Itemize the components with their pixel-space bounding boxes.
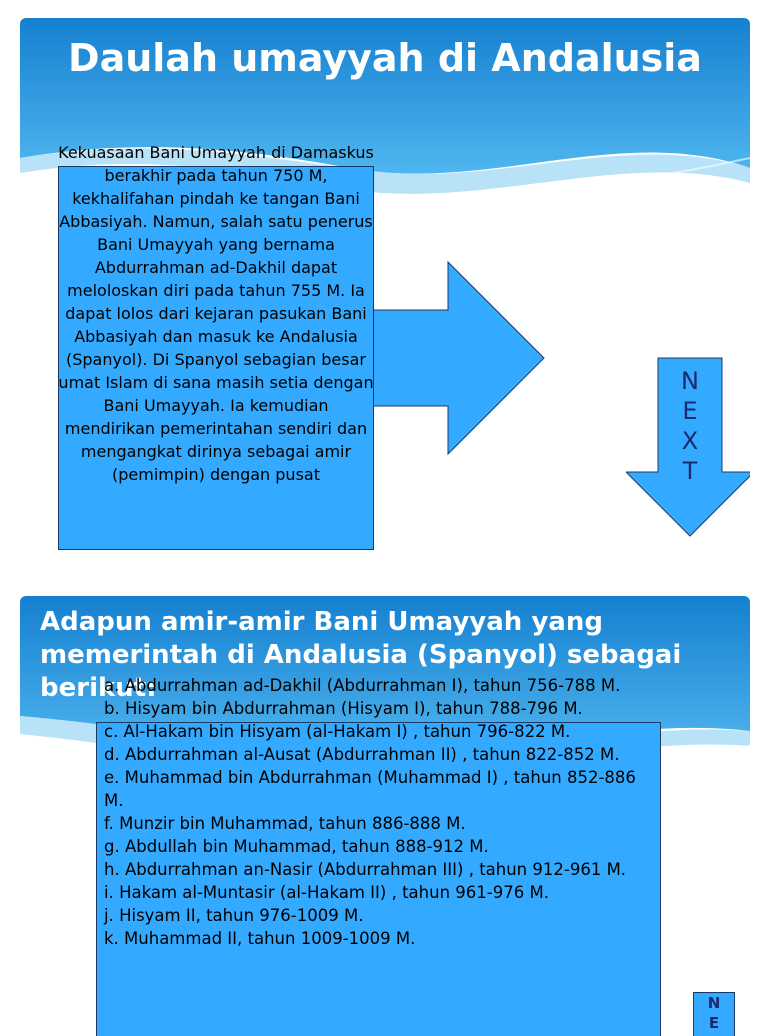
list-item: c. Al-Hakam bin Hisyam (al-Hakam I) , tahun 796-822 M. (104, 722, 571, 741)
next-letter: E (708, 1014, 720, 1032)
next-letter: N (681, 367, 699, 395)
list-item: i. Hakam al-Muntasir (al-Hakam II) , tahun 961-976 M. (104, 883, 549, 902)
next-letter: T (682, 457, 698, 485)
list-item: h. Abdurrahman an-Nasir (Abdurrahman III) , tahun 912-961 M. (104, 860, 627, 879)
list-item: f. Munzir bin Muhammad, tahun 886-888 M. (104, 814, 466, 833)
slide-body-text: Kekuasaan Bani Umayyah di Damaskus berakhir pada tahun 750 M, kekhalifahan pindah ke tangan Bani Abbasiyah. Namun, salah satu penerus Bani Umayyah yang bernama Abdurrahman ad-Dakhil dapat meloloskan diri pada tahun 755 M. Ia dapat lolos dari kejaran pasukan Bani Abbasiyah dan masuk ke Andalusia (Spanyol). Di Spanyol sebagian besar umat Islam di sana masih setia dengan Bani Umayyah. Ia kemudian mendirikan pemerintahan sendiri dan mengangkat dirinya sebagai amir (pemimpin) dengan pusat (58, 143, 374, 484)
amir-list (104, 674, 654, 950)
slide-2 (20, 596, 750, 1036)
next-letter: N (707, 994, 721, 1012)
slide-title: Adapun amir-amir Bani Umayyah yang memerintah di Andalusia (Spanyol) sebagai berikut: (40, 607, 682, 703)
next-label (670, 366, 710, 486)
list-item: g. Abdullah bin Muhammad, tahun 888-912 M. (104, 837, 489, 856)
next-letter: X (681, 427, 699, 455)
list-item: d. Abdurrahman al-Ausat (Abdurrahman II) , tahun 822-852 M. (104, 745, 620, 764)
next-letter: E (682, 397, 698, 425)
list-item: a. Abdurrahman ad-Dakhil (Abdurrahman I), tahun 756-788 M. (104, 676, 621, 695)
slide-title: Daulah umayyah di Andalusia (68, 36, 702, 80)
list-item: e. Muhammad bin Abdurrahman (Muhammad I) , tahun 852-886 M. (104, 768, 636, 810)
slide-1 (20, 18, 750, 583)
list-item: k. Muhammad II, tahun 1009-1009 M. (104, 929, 416, 948)
list-item: j. Hisyam II, tahun 976-1009 M. (104, 906, 364, 925)
next-button[interactable] (693, 992, 735, 1036)
arrow-right-icon (370, 260, 546, 456)
list-item: b. Hisyam bin Abdurrahman (Hisyam I), tahun 788-796 M. (104, 699, 583, 718)
